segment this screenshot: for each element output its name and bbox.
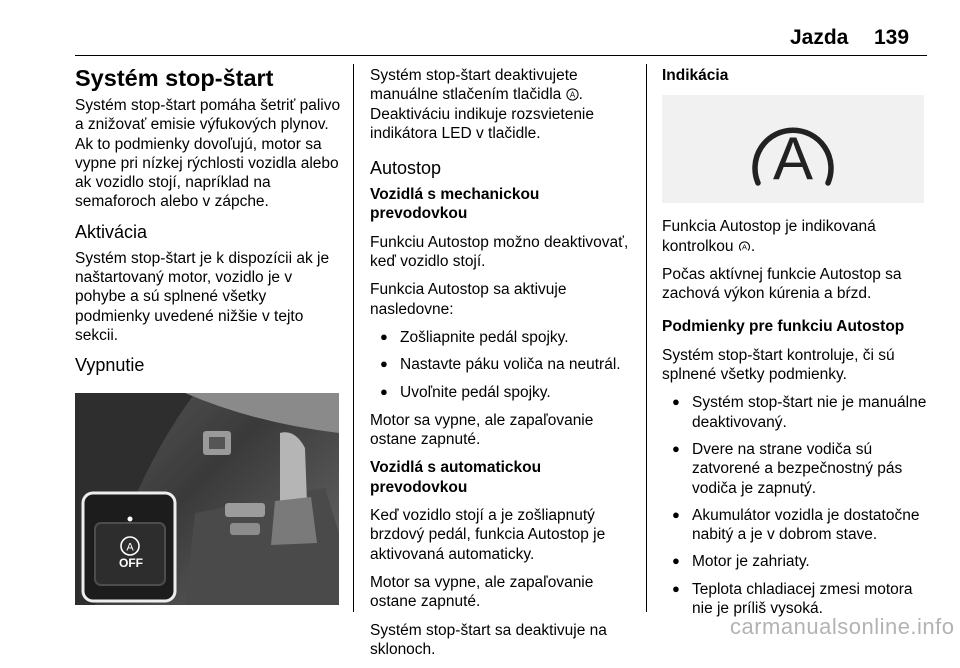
autostop-indicator-icon	[662, 95, 924, 203]
heating-paragraph: Počas aktívnej funkcie Autostop sa zachová výkon kúrenia a bŕzd.	[662, 265, 902, 303]
manual-activate-text: Funkcia Autostop sa aktivuje nasledovne:	[370, 281, 567, 318]
gear-shift-photo	[75, 393, 339, 605]
watermark: carmanualsonline.info	[730, 614, 955, 639]
manual-result-text: Motor sa vypne, ale zapaľovanie ostane zapnuté.	[370, 411, 594, 449]
automatic-text: Keď vozidlo stojí a je zošliapnutý brzdový pedál, funkcia Autostop je aktivovaná automaticky.	[370, 507, 606, 563]
indicator-text-b: .	[750, 237, 756, 255]
column-divider-1	[353, 64, 354, 612]
column-1	[75, 60, 343, 382]
intro-paragraph: Systém stop-štart pomáha šetriť palivo a znižovať emisie výfukových plynov. Ak to podmienky dovoľujú, motor sa vypne pri nízkej rýchlosti vozidla alebo ak vozidlo stojí, napríklad na semaforoch alebo v zápche.	[75, 97, 341, 211]
page-number: 139	[874, 26, 910, 49]
column-divider-2	[646, 64, 647, 612]
deactivation-paragraph	[370, 66, 638, 143]
list-item: ● Motor je zahriaty.	[662, 552, 930, 571]
autostop-button-icon	[566, 88, 579, 101]
deactivation-text-a: Systém stop-štart deaktivujete manuálne stlačením tlačidla	[370, 67, 578, 104]
list-item: ● Akumulátor vozidla je dostatočne nabitý a je v dobrom stave.	[662, 506, 930, 545]
automatic-heading: Vozidlá s automatickou prevodovkou	[370, 459, 542, 496]
autostop-heading: Autostop	[370, 158, 442, 179]
manual-text: Funkciu Autostop možno deaktivovať, keď vozidlo stojí.	[370, 233, 629, 271]
conditions-heading: Podmienky pre funkciu Autostop	[662, 318, 905, 336]
svg-text:A: A	[772, 125, 814, 193]
off-heading: Vypnutie	[75, 355, 145, 376]
indication-heading: Indikácia	[662, 67, 729, 84]
gear-shift-illustration	[75, 393, 339, 605]
manual-steps-list	[370, 328, 638, 402]
list-item: ● Zošliapnite pedál spojky.	[370, 328, 638, 347]
indicator-paragraph	[662, 217, 930, 256]
conditions-list	[662, 393, 930, 618]
indicator-text-a: Funkcia Autostop je indikovaná kontrolkou	[662, 218, 876, 255]
svg-text:A: A	[126, 541, 134, 554]
automatic-result-text: Motor sa vypne, ale zapaľovanie ostane zapnuté.	[370, 573, 594, 611]
list-item: ● Nastavte páku voliča na neutrál.	[370, 355, 638, 374]
deactivation-text-b: . Deaktiváciu indikuje rozsvietenie indikátora LED v tlačidle.	[370, 86, 595, 142]
manual-heading: Vozidlá s mechanickou prevodovkou	[370, 186, 540, 223]
off-button-label: OFF	[119, 556, 143, 570]
header-rule	[75, 55, 927, 56]
column-2	[370, 66, 638, 668]
automatic-deactivation-text: Systém stop-štart sa deaktivuje na sklonoch.	[370, 621, 607, 658]
activation-paragraph: Systém stop-štart je k dispozícii ak je naštartovaný motor, vozidlo je v pohybe a sú splnené všetky podmienky uvedené nižšie v tejto sekcii.	[75, 249, 330, 344]
activation-heading: Aktivácia	[75, 221, 148, 242]
section-title: Systém stop-štart	[75, 65, 274, 91]
svg-text:A: A	[741, 242, 747, 252]
indicator-figure	[662, 95, 924, 203]
svg-text:A: A	[569, 90, 575, 100]
list-item: ● Uvoľnite pedál spojky.	[370, 383, 638, 402]
list-item: ● Systém stop-štart nie je manuálne deaktivovaný.	[662, 393, 930, 432]
list-item: ● Dvere na strane vodiča sú zatvorené a bezpečnostný pás vodiča je zapnutý.	[662, 440, 930, 498]
column-3	[662, 66, 930, 627]
list-item: ● Teplota chladiacej zmesi motora nie je príliš vysoká.	[662, 580, 930, 619]
autostop-lamp-icon	[738, 240, 751, 253]
conditions-intro: Systém stop-štart kontroluje, či sú splnené všetky podmienky.	[662, 346, 895, 384]
chapter-title: Jazda	[790, 26, 849, 49]
